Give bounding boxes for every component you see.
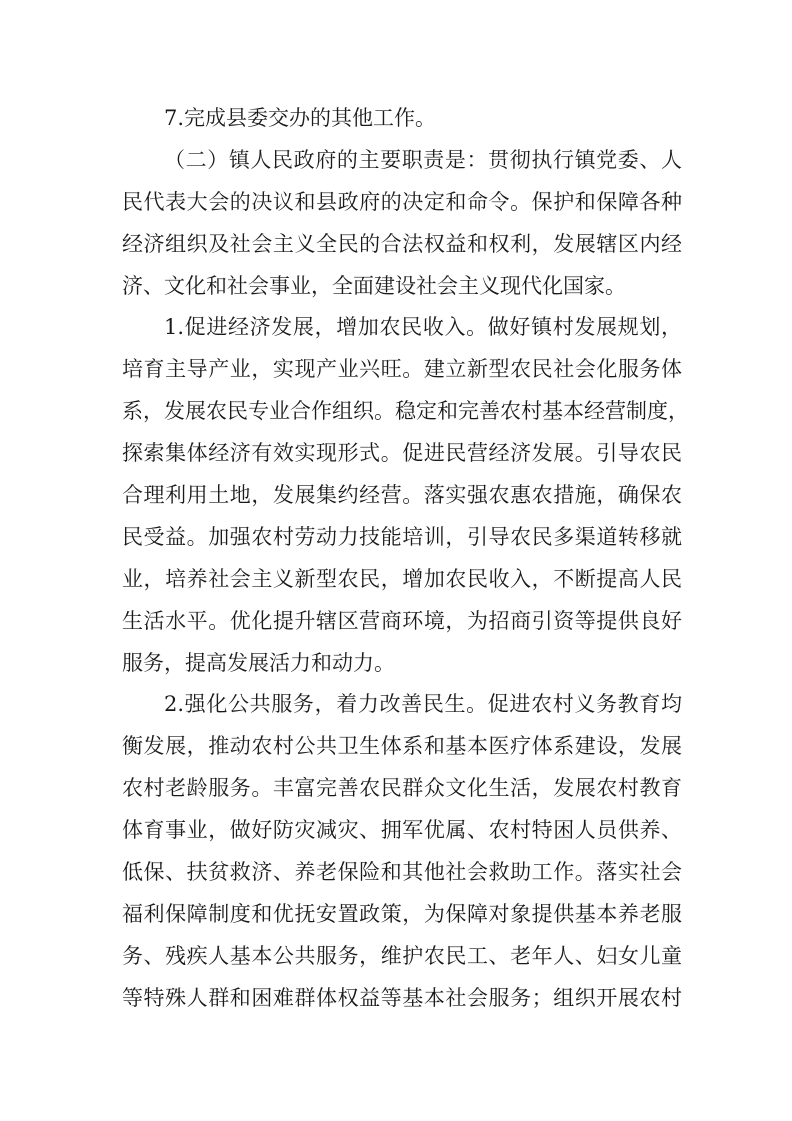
document-body xyxy=(122,98,689,1020)
paragraph-line: 生活水平。优化提升辖区营商环境，为招商引资等提供良好 xyxy=(122,608,682,633)
paragraph-line: 服务，提高发展活力和动力。 xyxy=(122,650,395,675)
paragraph-line: 系，发展农民专业合作组织。稳定和完善农村基本经营制度， xyxy=(122,399,689,424)
paragraph-line: 培育主导产业，实现产业兴旺。建立新型农民社会化服务体 xyxy=(122,357,682,382)
paragraph-line: 体育事业，做好防灾减灾、拥军优属、农村特困人员供养、 xyxy=(122,818,682,843)
paragraph-line: （二）镇人民政府的主要职责是：贯彻执行镇党委、人 xyxy=(164,147,682,172)
paragraph-line: 等特殊人群和困难群体权益等基本社会服务；组织开展农村 xyxy=(122,985,682,1010)
paragraph-line: 业，培养社会主义新型农民，增加农民收入，不断提高人民 xyxy=(122,566,682,591)
paragraph-line: 2.强化公共服务，着力改善民生。促进农村义务教育均 xyxy=(164,692,682,717)
paragraph-line: 民受益。加强农村劳动力技能培训，引导农民多渠道转移就 xyxy=(122,524,682,549)
paragraph-line: 务、残疾人基本公共服务，维护农民工、老年人、妇女儿童 xyxy=(122,943,682,968)
paragraph-line: 济、文化和社会事业，全面建设社会主义现代化国家。 xyxy=(122,273,626,298)
paragraph-line: 1.促进经济发展，增加农民收入。做好镇村发展规划， xyxy=(164,315,682,340)
paragraph-line: 7.完成县委交办的其他工作。 xyxy=(164,106,437,130)
paragraph-line: 衡发展，推动农村公共卫生体系和基本医疗体系建设，发展 xyxy=(122,734,682,759)
paragraph-line: 低保、扶贫救济、养老保险和其他社会救助工作。落实社会 xyxy=(122,860,682,885)
paragraph-line: 民代表大会的决议和县政府的决定和命令。保护和保障各种 xyxy=(122,189,682,214)
paragraph-line: 经济组织及社会主义全民的合法权益和权利，发展辖区内经 xyxy=(122,231,682,256)
paragraph-line: 探索集体经济有效实现形式。促进民营经济发展。引导农民 xyxy=(122,441,682,466)
paragraph-line: 合理利用土地，发展集约经营。落实强农惠农措施，确保农 xyxy=(122,483,682,508)
paragraph-line: 农村老龄服务。丰富完善农民群众文化生活，发展农村教育 xyxy=(122,776,682,801)
paragraph-line: 福利保障制度和优抚安置政策，为保障对象提供基本养老服 xyxy=(122,901,682,926)
